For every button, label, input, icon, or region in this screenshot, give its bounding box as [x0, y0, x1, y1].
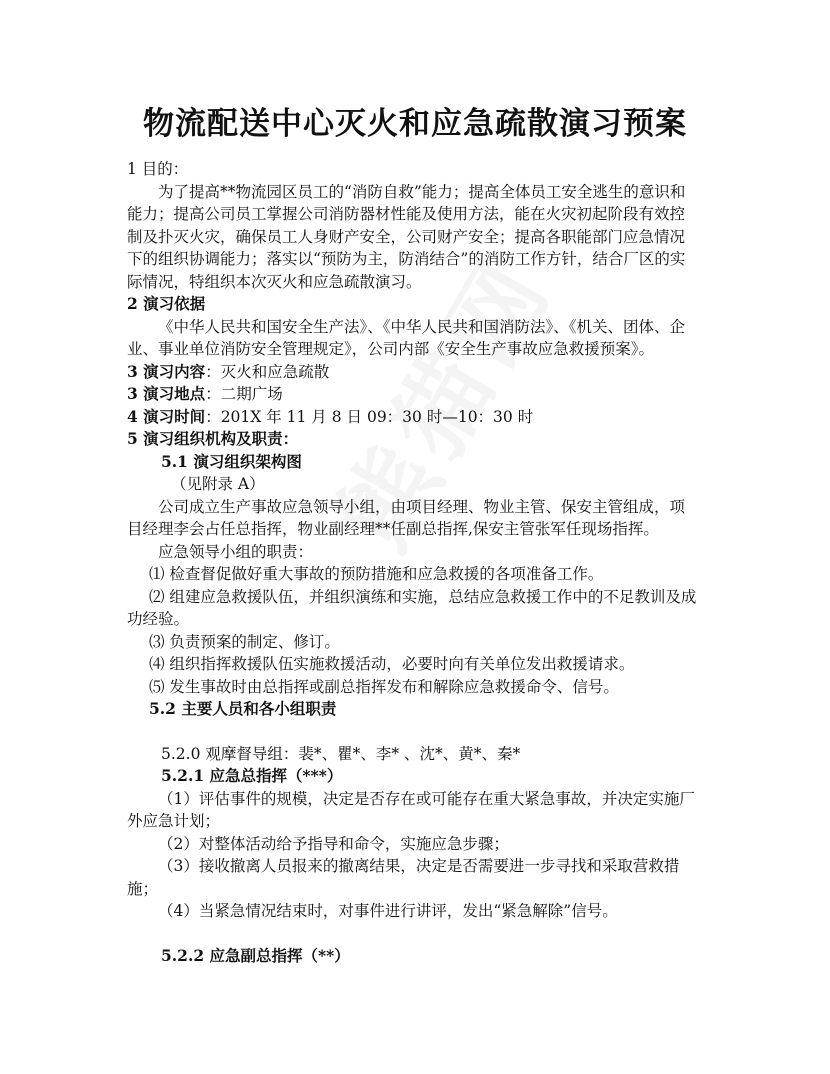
duty-item: ⑷ 组织指挥救援队伍实施救援活动，必要时向有关单位发出救援请求。: [149, 655, 635, 673]
section-5-1-body: 公司成立生产事故应急领导小组，由项目经理、物业主管、保安主管组成，项目经理李会占任总指挥，物业副经理**任副总指挥,保安主管张军任现场指挥。: [127, 497, 686, 538]
section-1-heading: 1 目的：: [127, 160, 189, 178]
section-5-2-heading: 5.2 主要人员和各小组职责: [149, 699, 337, 718]
section-5-heading: 5 演习组织机构及职责：: [127, 429, 299, 448]
duty-item: ⑴ 检查督促做好重大事故的预防措施和应急救援的各项准备工作。: [149, 565, 604, 583]
section-2-body: 《中华人民共和国安全生产法》、《中华人民共和国消防法》、《机关、团体、企业、事业单位消防安全管理规定》，公司内部《安全生产事故应急救援预案》。: [127, 317, 686, 358]
section-2-heading: 2 演习依据: [127, 294, 206, 313]
section-4-value: ：201X 年 11 月 8 日 09：30 时—10：30 时: [205, 407, 534, 426]
section-4-label: 4 演习时间: [127, 406, 206, 426]
spacer: [127, 721, 700, 743]
document-title: 物流配送中心灭火和应急疏散演习预案: [143, 106, 687, 142]
section-4-time: [127, 406, 700, 429]
section-3-label: 3 演习内容: [127, 361, 206, 381]
section-5-2-0: 5.2.0 观摩督导组：裴*、瞿*、李* 、沈*、黄*、秦*: [161, 744, 521, 763]
duty-item: ⑵ 组建应急救援队伍，并组织演练和实施，总结应急救援工作中的不足教训及成功经验。: [127, 587, 697, 628]
section-5-2-2-heading: 5.2.2 应急副总指挥（**）: [161, 945, 350, 965]
commander-duty: （1）评估事件的规模，决定是否存在或可能存在重大紧急事故，并决定实施厂外应急计划；: [127, 789, 695, 830]
spacer: [127, 923, 700, 945]
commander-duty: （4）当紧急情况结束时，对事件进行讲评，发出“紧急解除”信号。: [158, 902, 618, 920]
duties-intro: 应急领导小组的职责：: [158, 542, 314, 561]
section-3-location: [127, 383, 700, 406]
commander-duty: （2）对整体活动给予指导和命令，实施应急步骤；: [158, 834, 509, 853]
commander-duty: （3）接收撤离人员报来的撤离结果，决定是否需要进一步寻找和采取营救措施；: [127, 857, 680, 898]
duty-item: ⑶ 负责预案的制定、修订。: [149, 632, 340, 651]
section-3-location-label: 3 演习地点: [127, 384, 206, 403]
section-5-1-heading: 5.1 演习组织架构图: [161, 451, 302, 471]
duty-item: ⑸ 发生事故时由总指挥或副总指挥发布和解除应急救援命令、信号。: [149, 677, 619, 696]
section-3-value: ：灭火和应急疏散: [205, 362, 330, 381]
section-5-2-1-heading: 5.2.1 应急总指挥（***）: [161, 766, 343, 785]
section-5-1-note: （见附录 A）: [171, 475, 265, 493]
section-1-body: 为了提高**物流园区员工的“消防自救”能力；提高全体员工安全逃生的意识和能力；提高公司员工掌握公司消防器材性能及使用方法，能在火灾初起阶段有效控制及扑灭火灾，确保员工人身财产安全，公司财产安全；提高各职能部门应急情况下的组织协调能力；落实以“预防为主，防消结合”的消防工作方针，结合厂区的实际情况，特组织本次灭火和应急疏散演习。: [127, 182, 686, 291]
document-body: [127, 158, 700, 967]
section-3-content: [127, 361, 700, 384]
section-3-location-value: ：二期广场: [205, 385, 283, 403]
